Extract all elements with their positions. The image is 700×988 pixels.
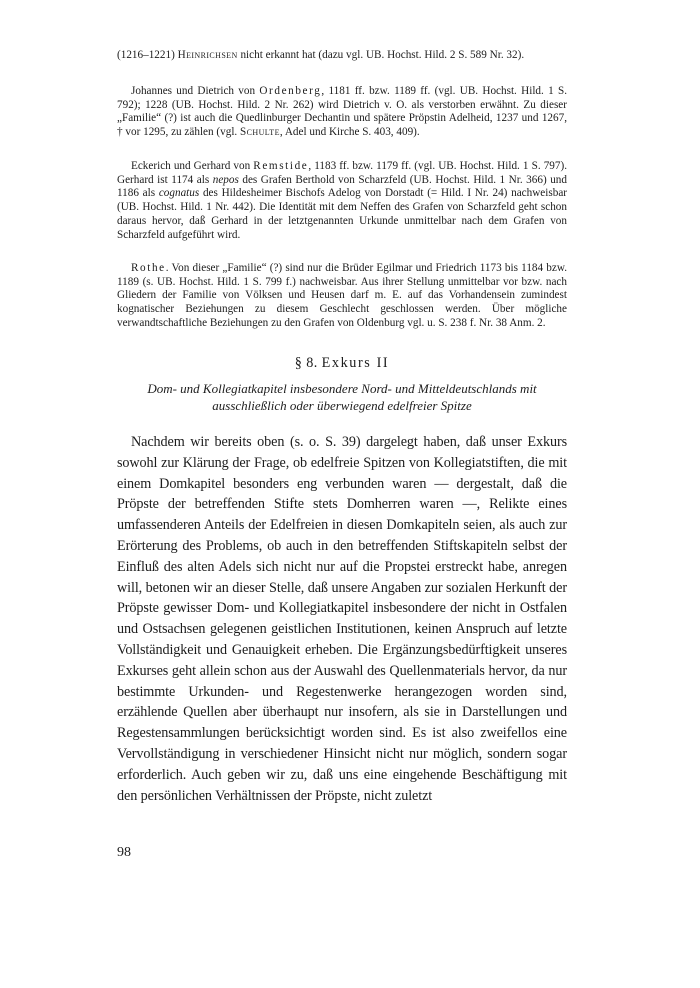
- author-name: Heinrichsen: [177, 49, 238, 61]
- footnote-text: , Adel und Kirche S. 403, 409).: [279, 126, 420, 139]
- section-title: Exkurs II: [321, 355, 390, 371]
- footnote-3: [117, 160, 567, 242]
- footnote-text: , 1183 ff. bzw. 1179 ff. (vgl. UB. Hochst. Hild. 1 S. 797). Gerhard ist 1174 als: [117, 160, 567, 186]
- section-number: § 8.: [294, 355, 318, 371]
- page-number: 98: [117, 845, 131, 860]
- footnote-text: des Hildesheimer Bischofs Adelog von Dorstadt (= Hild. I Nr. 24) nachweisbar (UB. Hochst. Hild. 1 Nr. 442). Die Identität mit dem Neffen des Grafen von Scharzfeld geht schon daraus hervor, daß Gerhard in der letztgenannten Urkunde unmittelbar nach dem Grafen von Scharzfeld aufgeführt wird.: [117, 187, 568, 241]
- footnote-text: des Grafen Berthold von Scharzfeld (UB. Hochst. Hild. 1 Nr. 366) und 1186 als: [117, 173, 567, 200]
- author-name: Schulte: [240, 126, 280, 139]
- footnote-text: . Von dieser „Familie“ (?) sind nur die Brüder Egilmar und Friedrich 1173 bis 1184 bzw. 1189 (s. UB. Hochst. Hild. 1 S. 799 f.) nachweisbar. Aus ihrer Stellung unmittelbar vor bzw. nach Gliedern der Familie von Völksen und Heusen darf m. E. auf das Vorhandensein zumindest kognatischer Beziehungen zu diesem Geschlecht geschlossen werden. Über mögliche verwandtschaftliche Beziehungen zu den Grafen von Oldenburg vgl. u. S. 238 f. Nr. 38 Anm. 2.: [117, 262, 567, 329]
- footnote-2: [117, 85, 567, 140]
- latin-term: cognatus: [158, 187, 200, 200]
- footnote-text: , 1181 ff. bzw. 1189 ff. (vgl. UB. Hochst. Hild. 1 S. 792); 1228 (UB. Hochst. Hild. 2 Nr. 262) wird Dietrich v. O. als verstorben erwähnt. Zu dieser „Familie“ (?) ist auch die Quedlinburger Dechantin und spätere Pröpstin Adelheid, 1237 und 1267, † vor 1295, zu zählen (vgl.: [117, 85, 567, 139]
- section-heading: [117, 355, 567, 372]
- latin-term: nepos: [212, 173, 239, 186]
- section-subtitle: Dom- und Kollegiatkapitel insbesondere Nord- und Mitteldeutschlands mit ausschließlich oder überwiegend edelfreier Spitze: [147, 381, 537, 413]
- footnote-text: nicht erkannt hat (dazu vgl. UB. Hochst. Hild. 2 S. 589 Nr. 32).: [237, 49, 525, 61]
- footnote-4: [117, 262, 567, 331]
- body-paragraph: Nachdem wir bereits oben (s. o. S. 39) dargelegt haben, daß unser Exkurs sowohl zur Klärung der Frage, ob edelfreie Spitzen von Kollegiatstiften, die mit einem Domkapitel besonders eng verbunden waren — dergestalt, daß die Pröpste der betreffenden Stifte stets Domherren waren —, Relikte eines umfassenderen Anteils der Edelfreien in diesen Domkapiteln seien, als auch zur Erörterung des Problems, ob auch in den betreffenden Stiftskapiteln selbst der Einfluß des alten Adels sich nicht nur auf die Propstei erstreckt habe, anregen will, betonen wir an dieser Stelle, daß unsere Angaben zur sozialen Herkunft der Pröpste gewisser Dom- und Kollegiatkapitel insbesondere der nicht in Ostfalen und Ostsachsen gelegenen geistlichen Institutionen, keinen Anspruch auf letzte Vollständigkeit und Genauigkeit erheben. Die Ergänzungsbedürftigkeit unseres Exkurses geht allein schon aus der Auswahl des Quellenmaterials hervor, da nur bestimmte Urkunden- und Regestenwerke herangezogen worden sind, erzählende Quellen aber überhaupt nur insofern, als sie in Darstellungen und Regestensammlungen berücksichtigt worden sind. Es ist also zweifellos eine Vervollständigung in verschiedener Hinsicht nicht nur möglich, sondern sogar erforderlich. Auch geben wir zu, daß uns eine eingehende Beschäftigung mit den persönlichen Verhältnissen der Pröpste, nicht zuletzt: [117, 434, 567, 804]
- footnote-text: Eckerich und Gerhard von: [131, 160, 254, 172]
- family-name: Remstide: [253, 160, 309, 172]
- footnote-1: [117, 49, 567, 63]
- footnote-text: Johannes und Dietrich von: [131, 85, 260, 97]
- family-name: Ordenberg: [259, 85, 322, 97]
- family-name: Rothe: [131, 262, 166, 274]
- footnote-text: (1216–1221): [117, 49, 178, 61]
